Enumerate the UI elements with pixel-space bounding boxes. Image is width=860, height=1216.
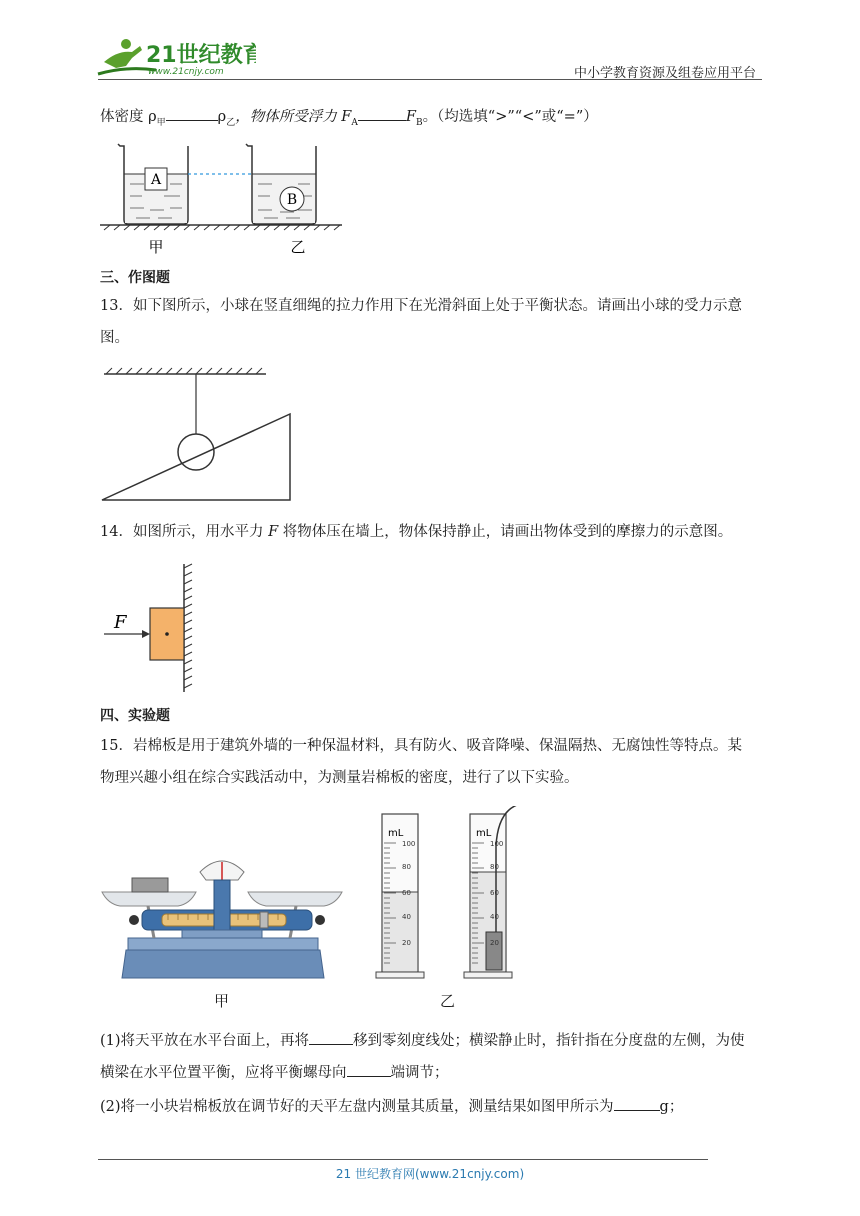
q12-blank-2[interactable] [358, 106, 406, 121]
sub2-text-a: (2)将一小块岩棉板放在调节好的天平左盘内测量其质量，测量结果如图甲所示为 [100, 1099, 614, 1115]
logo-text: 21世纪教育 [146, 43, 256, 68]
q15-line-1: 15．岩棉板是用于建筑外墙的一种保温材料，具有防火、吸音降噪、保温隔热、无腐蚀性等特点。某 [100, 738, 742, 754]
cyl1-unit: mL [388, 828, 404, 839]
cyl2-tick-60: 60 [490, 889, 499, 897]
logo-url: www.21cnjy.com [148, 67, 224, 77]
cyl2-tick-20: 20 [490, 939, 499, 947]
site-logo [96, 36, 256, 80]
sub1-text-d: 端调节； [390, 1065, 449, 1081]
fig12-caption-right: 乙 [290, 238, 306, 256]
sub2-text-b: g； [659, 1099, 684, 1115]
sub2-blank[interactable] [614, 1096, 660, 1111]
sub1-line-2 [100, 1062, 449, 1083]
force-label: F [114, 612, 127, 633]
section-4-heading: 四、实验题 [100, 708, 170, 724]
cyl1-tick-60: 60 [402, 889, 411, 897]
block-a-label: A [150, 172, 162, 188]
cyl2-tick-80: 80 [490, 863, 499, 871]
q14-var: F [268, 524, 279, 540]
q12-text-1: 体密度 ρ [100, 109, 157, 125]
cylinders-figure [372, 806, 532, 982]
cyl1-tick-20: 20 [402, 939, 411, 947]
header-divider [98, 79, 762, 80]
sub1-text-b: 移到零刻度线处；横梁静止时，指针指在分度盘的左侧，为使 [353, 1033, 745, 1049]
sub1-blank-1[interactable] [309, 1030, 353, 1045]
weight-on-pan [132, 878, 168, 892]
cyl1-tick-40: 40 [402, 913, 411, 921]
q12-sub-2: 乙 [226, 117, 236, 128]
logo-runner-icon [96, 36, 256, 80]
sub1-blank-2[interactable] [347, 1062, 391, 1077]
cyl2-tick-40: 40 [490, 913, 499, 921]
q12-text-4: F [405, 109, 416, 125]
sub1-text-c: 横梁在水平位置平衡，应将平衡螺母向 [100, 1065, 347, 1081]
sub2-line [100, 1096, 683, 1117]
q12-tail [100, 106, 598, 133]
rider [260, 912, 268, 928]
wall-figure [100, 560, 200, 696]
sub1-text-a: (1)将天平放在水平台面上，再将 [100, 1033, 310, 1049]
q15-line-2: 物理兴趣小组在综合实践活动中，为测量岩棉板的密度，进行了以下实验。 [100, 770, 579, 786]
header-platform-text: 中小学教育资源及组卷应用平台 [574, 66, 757, 81]
q12-text-3: ，物体所受浮力 F [235, 109, 352, 125]
q12-sub-3: A [351, 117, 358, 128]
incline-figure [100, 362, 300, 508]
cyl2-unit: mL [476, 828, 492, 839]
section-3-heading: 三、作图题 [100, 270, 170, 286]
footer-text: 21 世纪教育网(www.21cnjy.com) [335, 1167, 525, 1181]
q13-line-2: 图。 [100, 330, 129, 346]
q14-text [100, 522, 732, 542]
q12-sub-1: 甲 [156, 117, 166, 128]
cyl2-tick-100: 100 [490, 840, 504, 848]
cyl1-tick-100: 100 [402, 840, 416, 848]
cyl1-tick-80: 80 [402, 863, 411, 871]
q12-sub-4: B [415, 117, 423, 128]
beakers-figure [100, 138, 350, 258]
ball-b-label: B [286, 192, 298, 208]
q14-text-post: 将物体压在墙上，物体保持静止，请画出物体受到的摩擦力的示意图。 [278, 524, 733, 540]
q13-line-1: 13．如下图所示，小球在竖直细绳的拉力作用下在光滑斜面上处于平衡状态。请画出小球的受力示意 [100, 298, 742, 314]
fig12-caption-left: 甲 [148, 238, 164, 256]
q12-blank-1[interactable] [166, 106, 218, 121]
q14-text-pre: 14．如图所示，用水平力 [100, 524, 269, 540]
footer-divider [98, 1159, 708, 1160]
rock-wool-sample [486, 932, 502, 970]
q12-text-5: 。（均选填“>”“<”或“=”） [422, 109, 598, 125]
q12-text-2: ρ [217, 109, 227, 125]
sub1-line-1 [100, 1030, 745, 1051]
balance-figure [98, 850, 348, 1010]
fig15-caption-left: 甲 [214, 992, 230, 1010]
fig15-caption-right: 乙 [440, 992, 456, 1010]
